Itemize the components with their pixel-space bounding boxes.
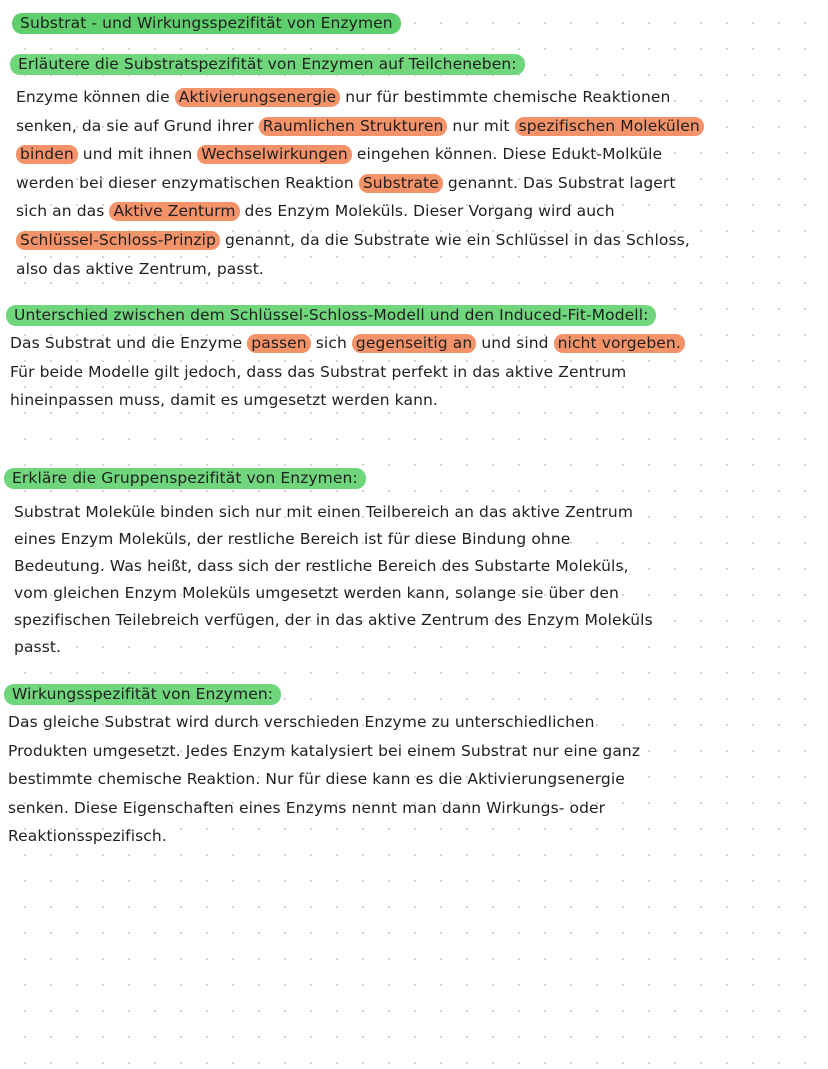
- body-line: [16, 200, 615, 222]
- body-line: [16, 172, 676, 194]
- body-line: [14, 555, 629, 577]
- highlighted-term: passen: [247, 334, 310, 353]
- body-line: [8, 825, 167, 847]
- body-line: [8, 711, 595, 733]
- section-heading: [4, 683, 281, 705]
- body-line: [14, 636, 61, 658]
- body-text: nur mit: [447, 116, 515, 135]
- highlighted-term: Wechselwirkungen: [197, 145, 352, 164]
- body-line: [10, 389, 438, 411]
- section-heading-text: Wirkungsspezifität von Enzymen:: [4, 684, 281, 705]
- body-line: [16, 229, 690, 251]
- body-text: Für beide Modelle gilt jedoch, dass das Substrat perfekt in das aktive Zentrum: [10, 362, 627, 381]
- body-text: spezifischen Teilebreich verfügen, der in das aktive Zentrum des Enzym Moleküls: [14, 611, 653, 629]
- highlighted-term: Aktive Zenturm: [109, 202, 239, 221]
- highlighted-term: Raumlichen Strukturen: [259, 117, 448, 136]
- body-line: [14, 582, 619, 604]
- highlighted-term: nicht vorgeben.: [554, 334, 685, 353]
- body-text: vom gleichen Enzym Moleküls umgesetzt werden kann, solange sie über den: [14, 584, 619, 602]
- section-heading-text: Erkläre die Gruppenspezifität von Enzymen:: [4, 468, 366, 489]
- body-line: [14, 609, 653, 631]
- body-text: senken, da sie auf Grund ihrer: [16, 116, 259, 135]
- body-text: und mit ihnen: [77, 145, 198, 164]
- body-line: [8, 768, 625, 790]
- body-text: sich: [310, 334, 352, 352]
- body-text: eines Enzym Moleküls, der restliche Bereich ist für diese Bindung ohne: [14, 530, 571, 548]
- body-text: Das Substrat und die Enzyme: [10, 334, 248, 352]
- section-heading: [4, 467, 366, 489]
- body-line: [10, 361, 626, 383]
- body-text: also das aktive Zentrum, passt.: [16, 259, 264, 278]
- body-line: [14, 528, 570, 550]
- body-text: des Enzym Moleküls. Dieser Vorgang wird auch: [239, 202, 615, 221]
- highlighted-term: gegenseitig an: [352, 334, 476, 353]
- highlighted-term: Aktivierungsenergie: [175, 88, 341, 107]
- body-text: Das gleiche Substrat wird durch verschieden Enzyme zu unterschiedlichen: [8, 713, 595, 731]
- body-text: Bedeutung. Was heißt, dass sich der restliche Bereich des Substarte Moleküls,: [14, 557, 629, 575]
- body-line: [16, 258, 264, 280]
- body-line: [8, 797, 605, 819]
- page-title: [12, 12, 401, 34]
- body-text: und sind: [476, 334, 554, 352]
- highlighted-term: Substrate: [359, 174, 443, 193]
- body-text: genannt, da die Substrate wie ein Schlüssel in das Schloss,: [219, 231, 690, 249]
- body-line: [8, 740, 640, 762]
- body-text: bestimmte chemische Reaktion. Nur für diese kann es die Aktivierungsenergie: [8, 770, 625, 788]
- section-heading-text: Erläutere die Substratspezifität von Enzymen auf Teilcheneben:: [10, 54, 525, 75]
- body-line: [14, 501, 633, 523]
- body-text: genannt. Das Substrat lagert: [442, 173, 676, 192]
- highlighted-term: Schlüssel-Schloss-Prinzip: [16, 231, 220, 250]
- body-text: nur für bestimmte chemische Reaktionen: [340, 88, 671, 106]
- body-text: passt.: [14, 638, 62, 656]
- highlighted-term: binden: [16, 145, 78, 164]
- body-line: [10, 332, 685, 354]
- body-text: senken. Diese Eigenschaften eines Enzyms nennt man dann Wirkungs- oder: [8, 798, 606, 817]
- body-text: Reaktionsspezifisch.: [8, 827, 167, 845]
- body-text: werden bei dieser enzymatischen Reaktion: [16, 173, 359, 192]
- body-line: [16, 86, 670, 108]
- body-text: Substrat Moleküle binden sich nur mit einen Teilbereich an das aktive Zentrum: [14, 503, 634, 521]
- section-heading: [10, 53, 525, 75]
- page-title-text: Substrat - und Wirkungsspezifität von Enzymen: [12, 13, 401, 34]
- body-text: eingehen können. Diese Edukt-Molküle: [351, 145, 663, 164]
- highlighted-term: spezifischen Molekülen: [515, 117, 704, 136]
- body-text: Enzyme können die: [16, 88, 175, 106]
- section-heading-text: Unterschied zwischen dem Schlüssel-Schloss-Modell und den Induced-Fit-Modell:: [6, 305, 656, 326]
- body-line: [16, 143, 662, 165]
- body-line: [16, 115, 704, 137]
- section-heading: [6, 304, 656, 326]
- body-text: sich an das: [16, 202, 110, 221]
- body-text: hineinpassen muss, damit es umgesetzt werden kann.: [10, 391, 438, 409]
- body-text: Produkten umgesetzt. Jedes Enzym katalysiert bei einem Substrat nur eine ganz: [8, 741, 641, 760]
